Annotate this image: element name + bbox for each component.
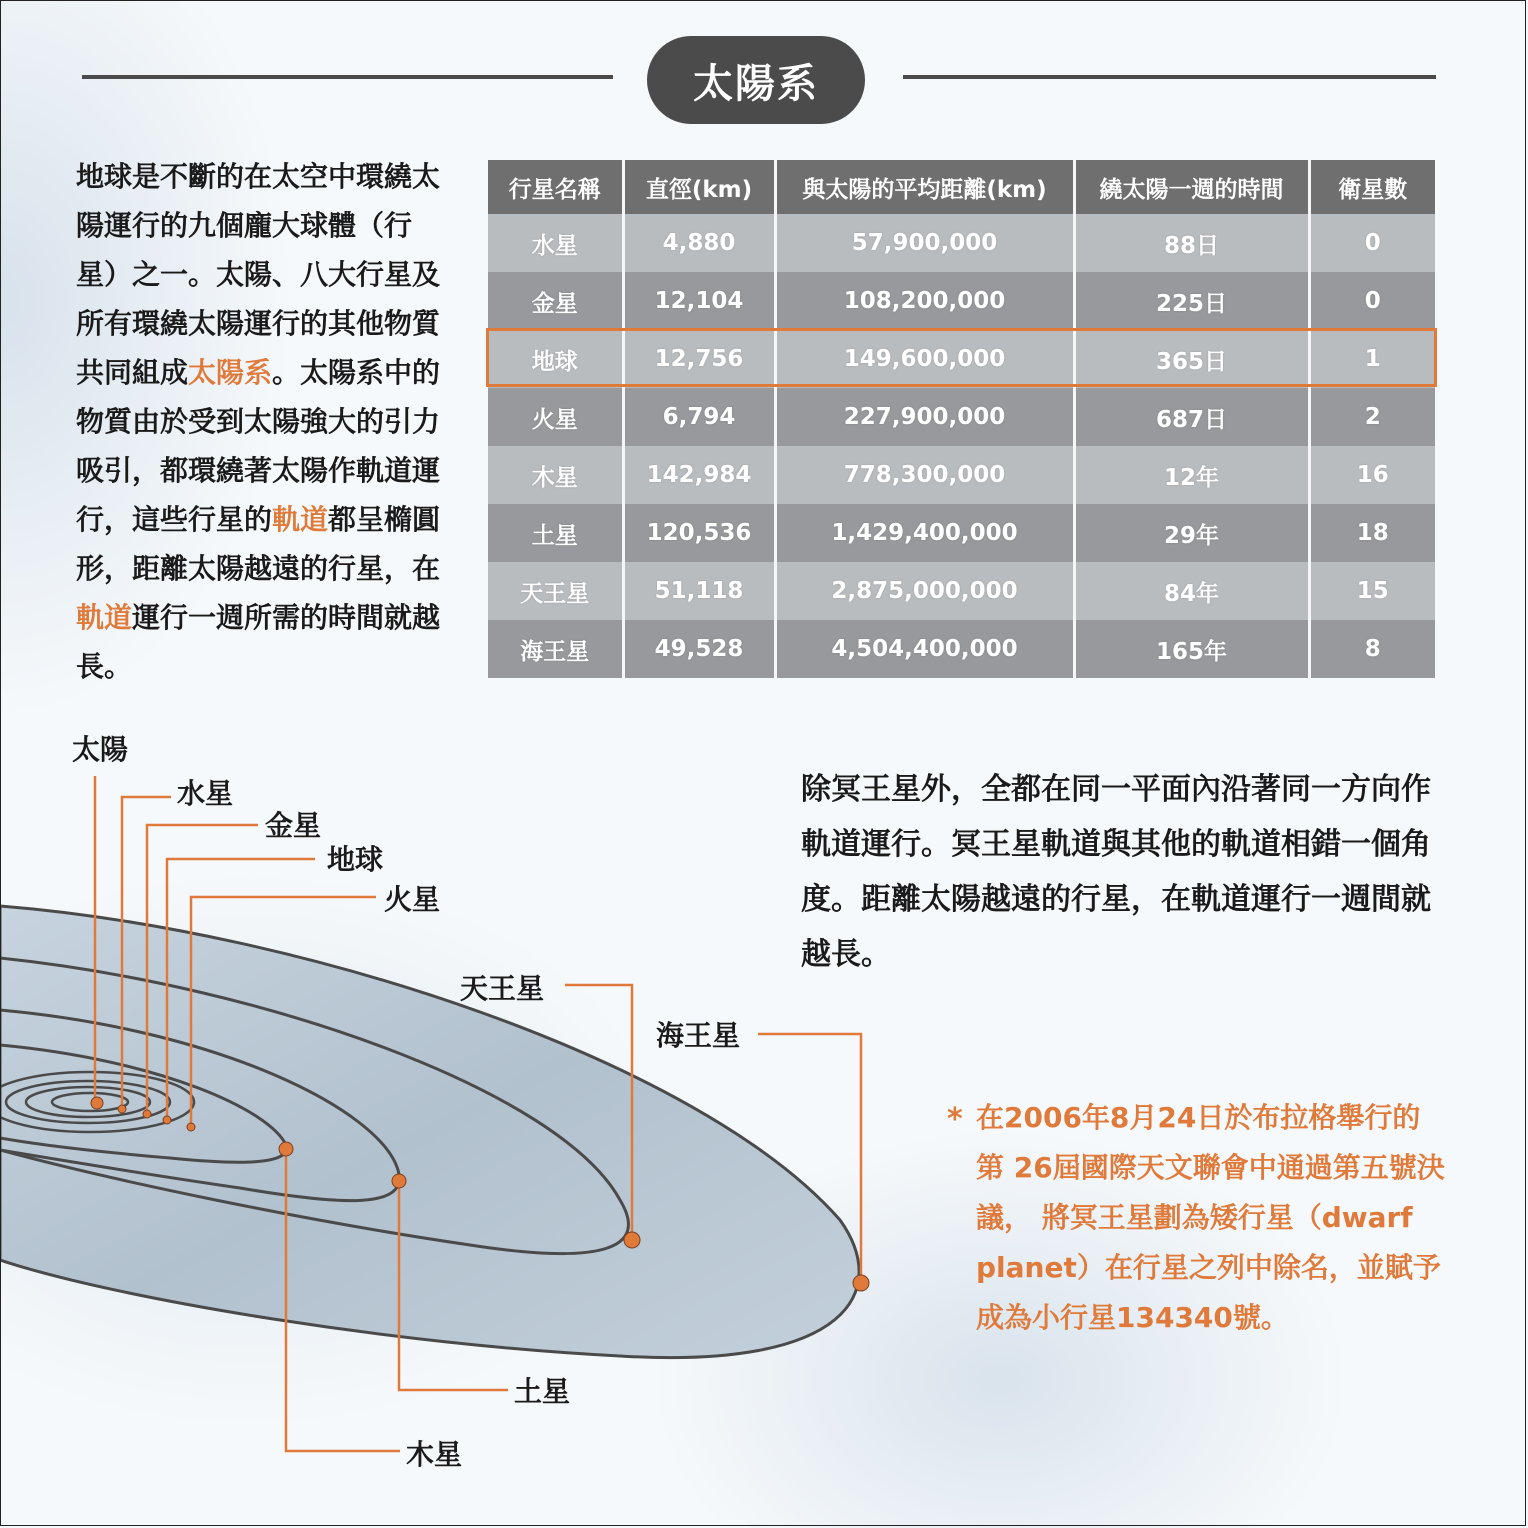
table-cell: 51,118 [623,562,775,620]
table-cell: 778,300,000 [775,446,1074,504]
table-cell: 12年 [1074,446,1309,504]
table-cell: 57,900,000 [775,214,1074,272]
table-cell: 165年 [1074,620,1309,678]
label-uranus: 天王星 [460,972,545,1005]
label-jupiter: 木星 [406,1438,463,1471]
highlight-solar-system: 太陽系 [188,356,273,389]
table-cell: 12,104 [623,272,775,330]
table-cell: 金星 [488,272,623,330]
table-cell: 365日 [1074,330,1309,388]
footnote-marker: * [947,1102,963,1137]
orbit-note: 除冥王星外，全都在同一平面內沿著同一方向作軌道運行。冥王星軌道與其他的軌道相錯一個角度。距離太陽越遠的行星，在軌道運行一週間就越長。 [801,772,1431,972]
label-mercury: 水星 [177,777,234,810]
col-header-diameter: 直徑(km) [623,160,775,214]
label-sun: 太陽 [72,733,129,766]
label-neptune: 海王星 [656,1019,741,1052]
table-cell: 687日 [1074,388,1309,446]
label-earth: 地球 [327,843,384,876]
table-cell: 火星 [488,388,623,446]
table-cell: 木星 [488,446,623,504]
table-cell: 天王星 [488,562,623,620]
col-header-name: 行星名稱 [488,160,623,214]
col-header-period: 繞太陽一週的時間 [1074,160,1309,214]
table-cell: 0 [1309,214,1435,272]
table-cell: 地球 [488,330,623,388]
table-cell: 1 [1309,330,1435,388]
label-venus: 金星 [265,809,322,842]
col-header-distance: 與太陽的平均距離(km) [775,160,1074,214]
label-saturn: 土星 [514,1375,571,1408]
highlight-orbit-2: 軌道 [76,601,133,634]
table-cell: 1,429,400,000 [775,504,1074,562]
table-cell: 149,600,000 [775,330,1074,388]
table-cell: 227,900,000 [775,388,1074,446]
highlight-orbit: 軌道 [272,503,329,536]
table-cell: 29年 [1074,504,1309,562]
table-cell: 49,528 [623,620,775,678]
table-cell: 4,504,400,000 [775,620,1074,678]
footnote-text: 在2006年8月24日於布拉格舉行的第 26屆國際天文聯會中通過第五號決議， 將冥王星劃為矮行星（dwarf planet）在行星之列中除名，並賦予成為小行星134340號。 [976,1101,1445,1334]
table-cell: 108,200,000 [775,272,1074,330]
table-cell: 18 [1309,504,1435,562]
table-cell: 225日 [1074,272,1309,330]
table-cell: 2 [1309,388,1435,446]
table-cell: 120,536 [623,504,775,562]
col-header-moons: 衛星數 [1309,160,1435,214]
table-cell: 8 [1309,620,1435,678]
table-cell: 142,984 [623,446,775,504]
table-cell: 6,794 [623,388,775,446]
table-cell: 84年 [1074,562,1309,620]
page-title: 太陽系 [647,36,865,124]
table-cell: 12,756 [623,330,775,388]
table-cell: 0 [1309,272,1435,330]
table-cell: 88日 [1074,214,1309,272]
table-cell: 海王星 [488,620,623,678]
table-cell: 土星 [488,504,623,562]
table-cell: 4,880 [623,214,775,272]
table-cell: 16 [1309,446,1435,504]
label-mars: 火星 [384,883,441,916]
table-cell: 2,875,000,000 [775,562,1074,620]
intro-text: 地球是不斷的在太空中環繞太陽運行的九個龐大球體（行星）之一。太陽、八大行星及所有環繞太陽運行的其他物質共同組成太陽系。太陽系中的物質由於受到太陽強大的引力吸引，都環繞著太陽作軌道運行，這些行星的軌道都呈橢圓形，距離太陽越遠的行星，在軌道運行一週所需的時間就越長。 [76,160,441,683]
table-cell: 15 [1309,562,1435,620]
table-cell: 水星 [488,214,623,272]
